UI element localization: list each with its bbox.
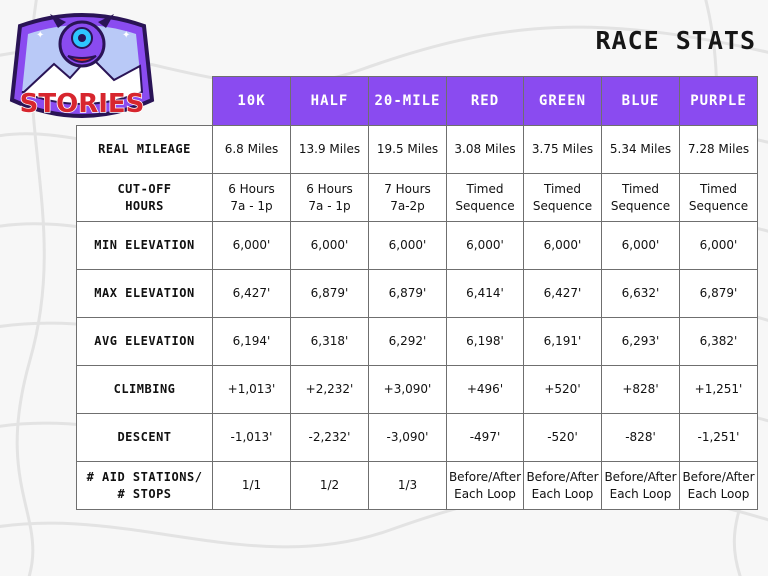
column-header: 20-MILE (369, 77, 447, 126)
table-cell: +3,090' (369, 366, 447, 414)
table-cell: 6,198' (447, 318, 524, 366)
logo-text: STORIES (19, 89, 145, 119)
column-header: 10K (213, 77, 291, 126)
table-cell: Timed Sequence (524, 174, 602, 222)
table-cell: 6,427' (524, 270, 602, 318)
table-cell: 6,318' (291, 318, 369, 366)
table-cell: Before/After Each Loop (524, 462, 602, 510)
table-cell: Before/After Each Loop (447, 462, 524, 510)
table-cell: 6,879' (291, 270, 369, 318)
table-cell: 6,000' (291, 222, 369, 270)
table-cell: 6,194' (213, 318, 291, 366)
table-cell: 6,879' (369, 270, 447, 318)
table-cell: 6.8 Miles (213, 126, 291, 174)
table-cell: 6,000' (447, 222, 524, 270)
table-corner (77, 77, 213, 126)
row-label: AVG ELEVATION (77, 318, 213, 366)
table-row (77, 414, 758, 462)
column-header: RED (447, 77, 524, 126)
table-row (77, 270, 758, 318)
table-row (77, 222, 758, 270)
table-cell: -2,232' (291, 414, 369, 462)
table-row (77, 366, 758, 414)
table-cell: 6,382' (680, 318, 758, 366)
table-cell: +1,251' (680, 366, 758, 414)
table-cell: 1/3 (369, 462, 447, 510)
table-cell: 6,414' (447, 270, 524, 318)
table-cell: 13.9 Miles (291, 126, 369, 174)
table-cell: 6,000' (213, 222, 291, 270)
table-cell: 6,632' (602, 270, 680, 318)
table-cell: 6,000' (524, 222, 602, 270)
table-row (77, 126, 758, 174)
table-cell: 6,293' (602, 318, 680, 366)
svg-text:✦: ✦ (122, 30, 131, 41)
table-cell: 5.34 Miles (602, 126, 680, 174)
column-header: HALF (291, 77, 369, 126)
row-label: CUT-OFF HOURS (77, 174, 213, 222)
page-title: RACE STATS (595, 26, 756, 55)
row-label: DESCENT (77, 414, 213, 462)
table-cell: Before/After Each Loop (680, 462, 758, 510)
table-cell: Timed Sequence (602, 174, 680, 222)
row-label: CLIMBING (77, 366, 213, 414)
table-cell: Before/After Each Loop (602, 462, 680, 510)
table-cell: Timed Sequence (447, 174, 524, 222)
row-label: MAX ELEVATION (77, 270, 213, 318)
table-cell: 19.5 Miles (369, 126, 447, 174)
table-cell: 6,000' (602, 222, 680, 270)
table-cell: -497' (447, 414, 524, 462)
table-row (77, 318, 758, 366)
row-label: REAL MILEAGE (77, 126, 213, 174)
table-cell: 1/2 (291, 462, 369, 510)
table-cell: 1/1 (213, 462, 291, 510)
table-cell: 6 Hours 7a - 1p (291, 174, 369, 222)
table-cell: 6,427' (213, 270, 291, 318)
table-row (77, 462, 758, 510)
column-header: PURPLE (680, 77, 758, 126)
row-label: MIN ELEVATION (77, 222, 213, 270)
table-cell: 6,000' (369, 222, 447, 270)
table-cell: 6 Hours 7a - 1p (213, 174, 291, 222)
row-label: # AID STATIONS/ # STOPS (77, 462, 213, 510)
table-cell: 7 Hours 7a-2p (369, 174, 447, 222)
table-header-row (77, 77, 758, 126)
table-cell: 6,000' (680, 222, 758, 270)
table-cell: +2,232' (291, 366, 369, 414)
column-header: BLUE (602, 77, 680, 126)
race-stats-table (76, 76, 758, 510)
table-cell: -828' (602, 414, 680, 462)
table-cell: +496' (447, 366, 524, 414)
table-cell: -520' (524, 414, 602, 462)
table-cell: +1,013' (213, 366, 291, 414)
svg-text:✦: ✦ (36, 30, 45, 41)
table-cell: 7.28 Miles (680, 126, 758, 174)
table-cell: 6,879' (680, 270, 758, 318)
table-cell: -1,013' (213, 414, 291, 462)
table-cell: +520' (524, 366, 602, 414)
table-cell: -1,251' (680, 414, 758, 462)
table-cell: 6,292' (369, 318, 447, 366)
table-cell: Timed Sequence (680, 174, 758, 222)
table-cell: 3.75 Miles (524, 126, 602, 174)
table-cell: 3.08 Miles (447, 126, 524, 174)
table-cell: +828' (602, 366, 680, 414)
column-header: GREEN (524, 77, 602, 126)
table-cell: 6,191' (524, 318, 602, 366)
table-row (77, 174, 758, 222)
table-cell: -3,090' (369, 414, 447, 462)
